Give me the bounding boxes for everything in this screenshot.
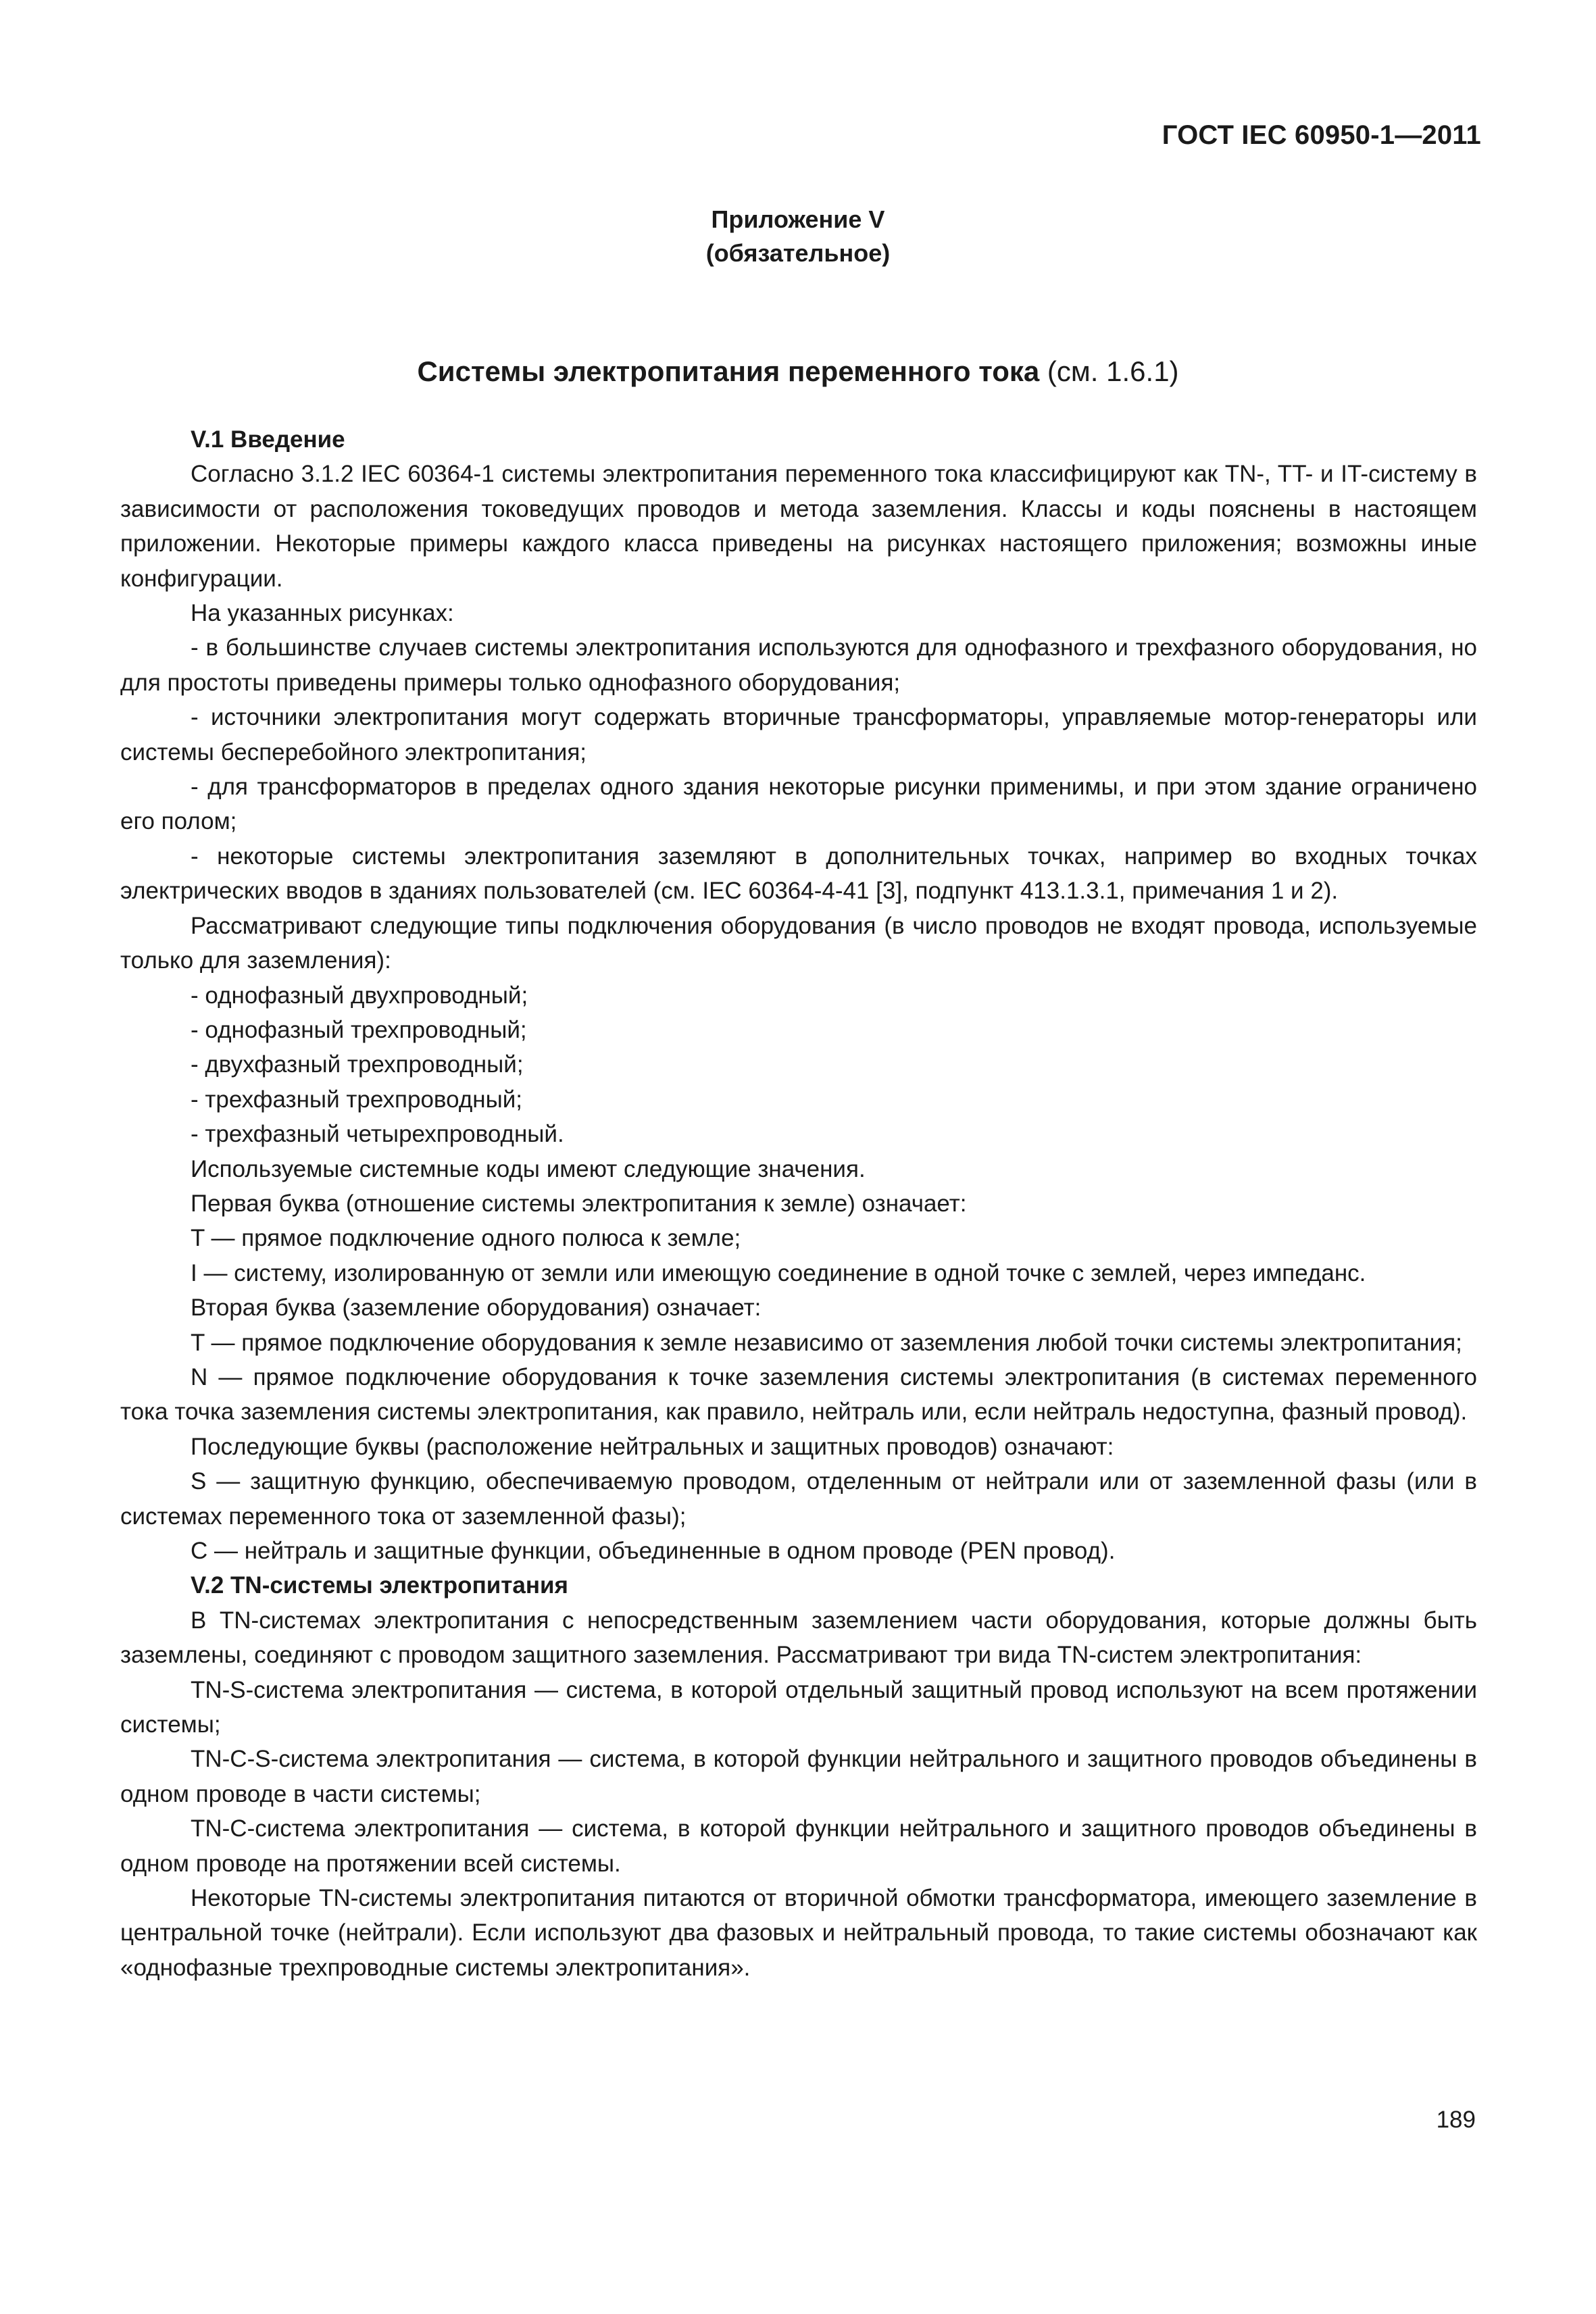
paragraph: На указанных рисунках: [191, 600, 454, 627]
paragraph: Согласно 3.1.2 IEC 60364-1 системы электропитания переменного тока классифицируют как TN-, TT- и IT-систему в зависимости от расположения токоведущих проводов и метода заземления. Классы и коды пояснены в настоящем приложении. Некоторые примеры каждого класса приведены на рисунках настоящего приложения; возможны иные конфигурации. [120, 461, 1477, 592]
document-body [120, 422, 1477, 1985]
section-title-text: Системы электропитания переменного тока [417, 355, 1040, 387]
annex-status: (обязательное) [705, 239, 891, 267]
paragraph: TN-C-S-система электропитания — система, в которой функции нейтрального и защитного проводов объединены в одном проводе в части системы; [120, 1746, 1477, 1807]
paragraph: TN-S-система электропитания — система, в которой отдельный защитный провод используют на всем протяжении системы; [120, 1676, 1477, 1738]
list-item: - однофазный трехпроводный; [191, 1016, 527, 1043]
paragraph: N — прямое подключение оборудования к точке заземления системы электропитания (в системах переменного тока точка заземления системы электропитания, как правило, нейтраль или, если нейтраль недоступна, фазный провод). [120, 1363, 1477, 1426]
annex-title: Приложение V [711, 205, 885, 233]
paragraph: Вторая буква (заземление оборудования) означает: [191, 1294, 762, 1322]
subsection-heading: V.1 Введение [191, 426, 345, 453]
paragraph: TN-C-система электропитания — система, в которой функции нейтрального и защитного проводов объединены в одном проводе на протяжении всей системы. [120, 1815, 1477, 1877]
list-item: - для трансформаторов в пределах одного здания некоторые рисунки применимы, и при этом здание ограничено его полом; [120, 774, 1477, 835]
paragraph: I — систему, изолированную от земли или имеющую соединение в одной точке с землей, через импеданс. [191, 1259, 1366, 1286]
list-item: - трехфазный четырехпроводный. [191, 1121, 564, 1148]
paragraph: Первая буква (отношение системы электропитания к земле) означает: [191, 1190, 967, 1217]
paragraph: Рассматривают следующие типы подключения оборудования (в число проводов не входят провода, используемые только для заземления): [120, 912, 1477, 974]
paragraph: Используемые системные коды имеют следующие значения. [191, 1155, 866, 1182]
paragraph: T — прямое подключение оборудования к земле независимо от заземления любой точки системы электропитания; [191, 1329, 1462, 1356]
section-title [0, 353, 1596, 391]
paragraph: Последующие буквы (расположение нейтральных и защитных проводов) означают: [191, 1433, 1114, 1460]
annex-heading [0, 203, 1596, 270]
paragraph: T — прямое подключение одного полюса к земле; [191, 1225, 741, 1252]
paragraph: В TN-системах электропитания с непосредственным заземлением части оборудования, которые должны быть заземлены, соединяют с проводом защитного заземления. Рассматривают три вида TN-систем электропитания: [120, 1607, 1477, 1669]
list-item: - некоторые системы электропитания заземляют в дополнительных точках, например во входных точках электрических вводов в зданиях пользователей (см. IEC 60364-4-41 [3], подпункт 413.1.3.1, примечания 1 и 2). [120, 842, 1477, 905]
section-title-ref: (см. 1.6.1) [1039, 355, 1179, 387]
list-item: - однофазный двухпроводный; [191, 982, 528, 1009]
list-item: - трехфазный трехпроводный; [191, 1086, 523, 1113]
list-item: - в большинстве случаев системы электропитания используются для однофазного и трехфазного оборудования, но для простоты приведены примеры только однофазного оборудования; [120, 634, 1477, 696]
page-number: 189 [1436, 2107, 1476, 2133]
standard-header: ГОСТ IEC 60950-1—2011 [1162, 120, 1481, 150]
list-item: - двухфазный трехпроводный; [191, 1051, 524, 1078]
subsection-heading: V.2 TN-системы электропитания [191, 1572, 568, 1599]
paragraph: Некоторые TN-системы электропитания питаются от вторичной обмотки трансформатора, имеющего заземление в центральной точке (нейтрали). Если используют два фазовых и нейтральный провода, то такие системы обозначают как «однофазные трехпроводные системы электропитания». [120, 1885, 1477, 1981]
paragraph: C — нейтраль и защитные функции, объединенные в одном проводе (PEN провод). [191, 1538, 1116, 1564]
paragraph: S — защитную функцию, обеспечиваемую проводом, отделенным от нейтрали или от заземленной фазы (или в системах переменного тока от заземленной фазы); [120, 1468, 1477, 1530]
list-item: - источники электропитания могут содержать вторичные трансформаторы, управляемые мотор-генераторы или системы бесперебойного электропитания; [120, 704, 1477, 765]
